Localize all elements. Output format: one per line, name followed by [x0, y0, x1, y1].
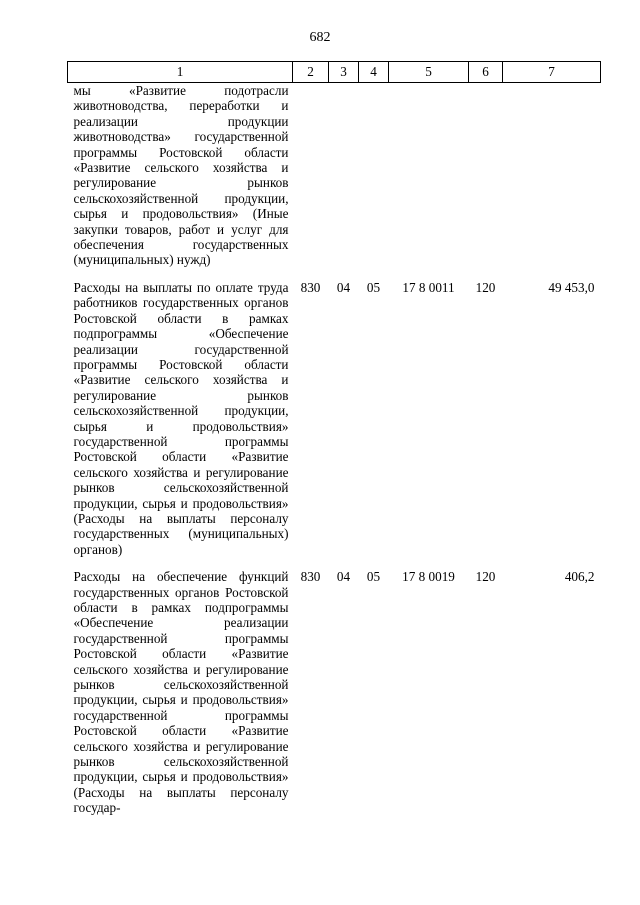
table-row: [68, 83, 601, 268]
ministry-code: 830: [300, 279, 321, 295]
column-header-2: 2: [293, 62, 329, 83]
section-code: 04: [336, 279, 351, 295]
amount: 49 453,0: [548, 279, 595, 295]
target-code: 17 8 0011: [402, 279, 455, 295]
row-description: Расходы на выплаты по оплате труда работников государственных органов Ростовской области в рамках подпрограммы «Обеспечение реализации государственной программы Ростовской области «Развитие сельского хозяйства и регулирование рынков сельскохозяйственной продукции, сырья и продовольствия» государственной программы Ростовской области «Развитие сельского хозяйства и регулирование рынков сельскохозяйственной продукции, сырья и продовольствия» (Расходы на выплаты персоналу государственных (муниципальных) органов): [73, 279, 289, 557]
budget-table: [67, 61, 601, 816]
column-header-5: 5: [389, 62, 469, 83]
column-header-6: 6: [469, 62, 503, 83]
expense-type-code: 120: [475, 569, 496, 585]
page-number: 682: [309, 30, 331, 45]
column-header-4: 4: [359, 62, 389, 83]
subsection-code: 05: [366, 279, 381, 295]
expense-type-code: 120: [475, 279, 496, 295]
column-header-1: 1: [68, 62, 293, 83]
subsection-code: 05: [366, 569, 381, 585]
column-header-3: 3: [329, 62, 359, 83]
target-code: 17 8 0019: [402, 569, 455, 585]
table-row: [68, 557, 601, 816]
header-row: [68, 62, 601, 83]
row-description: мы «Развитие подотрасли животноводства, переработки и реализации продукции животноводства» государственной программы Ростовской области «Развитие сельского хозяйства и регулирование рынков сельскохозяйственной продукции, сырья и продовольствия» (Иные закупки товаров, работ и услуг для обеспечения государственных (муниципальных) нужд): [73, 83, 289, 268]
ministry-code: 830: [300, 569, 321, 585]
column-header-7: 7: [503, 62, 601, 83]
row-description: Расходы на обеспечение функций государственных органов Ростовской области в рамках подпрограммы «Обеспечение реализации государственной программы Ростовской области «Развитие сельского хозяйства и регулирование рынков сельскохозяйственной продукции, сырья и продовольствия» государственной программы Ростовской области «Развитие сельского хозяйства и регулирование рынков сельскохозяйственной продукции, сырья и продовольствия» (Расходы на выплаты персоналу государ-: [73, 569, 289, 816]
section-code: 04: [336, 569, 351, 585]
table-row: [68, 268, 601, 557]
amount: 406,2: [564, 569, 595, 585]
